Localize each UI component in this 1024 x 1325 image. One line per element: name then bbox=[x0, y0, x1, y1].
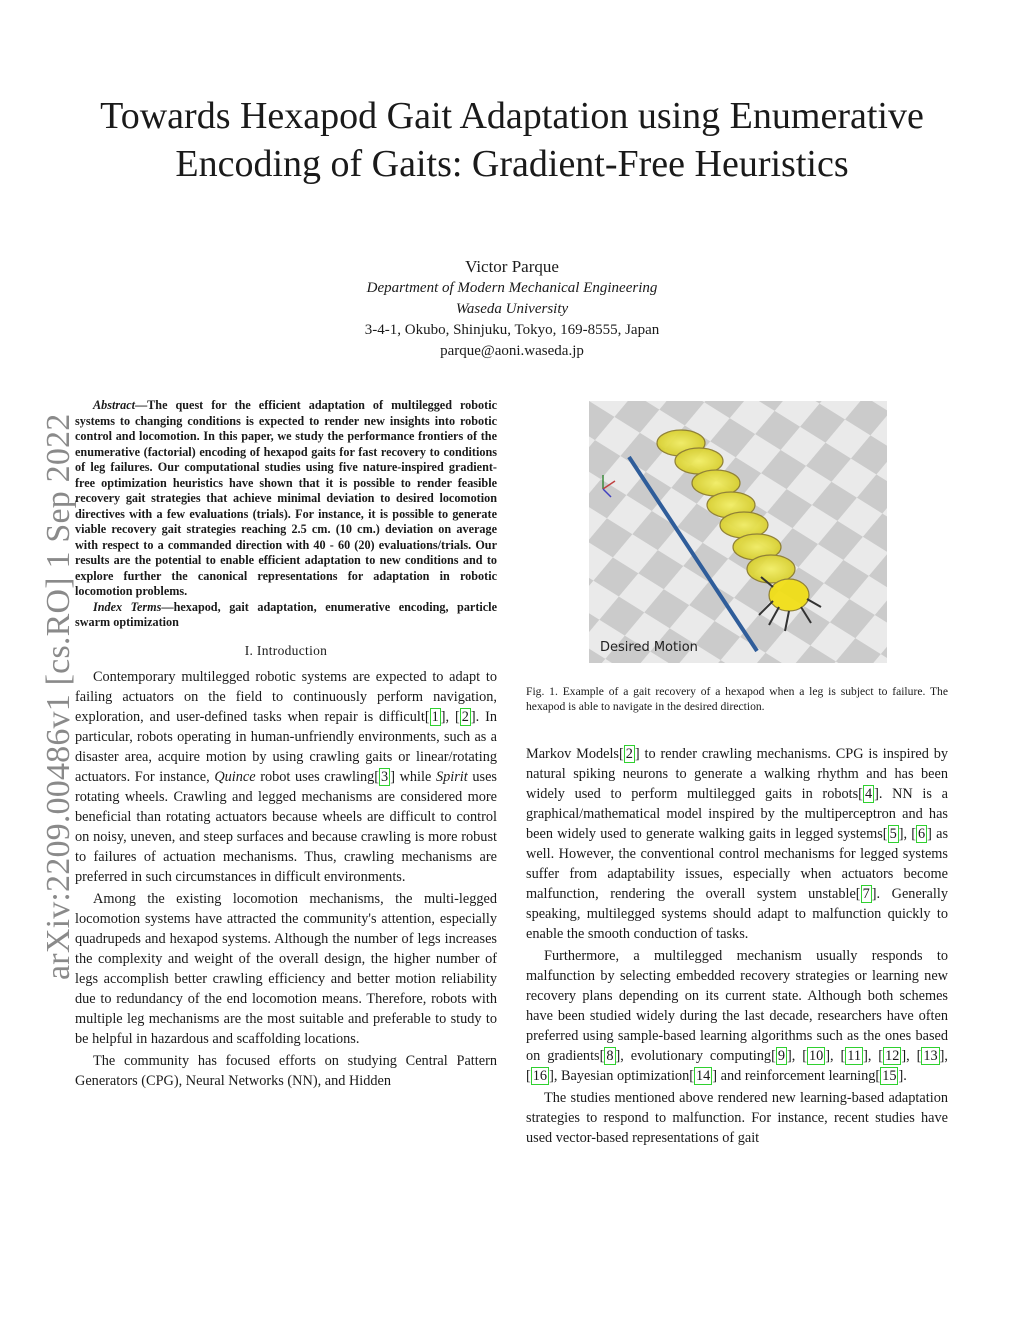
citation[interactable]: 15 bbox=[882, 1068, 897, 1084]
figure-1-caption: Fig. 1. Example of a gait recovery of a hexapod when a leg is subject to failure. The hexapod is able to navigate in the desired direction. bbox=[526, 685, 948, 713]
author-block bbox=[262, 256, 762, 362]
abstract-lead: Abstract bbox=[93, 398, 135, 412]
citation[interactable]: 2 bbox=[461, 708, 469, 725]
index-terms-text: —hexapod, gait adaptation, enumerative encoding, particle swarm optimization bbox=[75, 599, 497, 629]
desired-motion-label: Desired Motion bbox=[600, 640, 698, 655]
citation[interactable]: 11 bbox=[847, 1048, 862, 1064]
arxiv-identifier: arXiv:2209.00486v1 [cs.RO] 1 Sep 2022 bbox=[40, 413, 77, 980]
paper-title: Towards Hexapod Gait Adaptation using Enumerative Encoding of Gaits: Gradient-Free Heuristics bbox=[100, 95, 924, 185]
section-heading: I. Introduction bbox=[244, 642, 328, 658]
abstract-text: —The quest for the efficient adaptation of multilegged robotic systems to changing conditions is expected to render new insights into robotic control and locomotion. In this paper, we study the performance frontiers of the enumerative (factorial) encoding of hexapod gaits for fast recovery to conditions of leg failures. Our computational studies using five nature-inspired gradient-free optimization heuristics have shown that it is possible to render feasible recovery gait strategies that achieve minimal deviation to desired locomotion directives with a few evaluations (trials). For instance, it is possible to generate viable recovery gait strategies reaching 2.5 cm. (10 cm.) deviation on average with respect to a commanded direction with 40 - 60 (20) evaluations/trials. Our results are the potential to enable efficient adaptation to new conditions and to explore further the canonical representations for adaptation in robotic locomotion problems. bbox=[75, 398, 497, 598]
author-name: Victor Parque bbox=[465, 257, 559, 276]
index-terms bbox=[75, 600, 497, 631]
citation[interactable]: 5 bbox=[889, 826, 897, 842]
intro-paragraph-2: Among the existing locomotion mechanisms, the multi-legged locomotion systems have attracted the community's attention, especially quadrupeds and hexapod systems. Although the number of legs increases the complexity and weight of the overall design, the higher number of legs accomplish better crawling efficiency and better motion reliability due to redundancy of the end locomotion means. Therefore, robots with multiple leg mechanisms are the most suitable and preferable to study to be helpful in hazardous and scaffolding locations. bbox=[75, 890, 497, 1047]
citation[interactable]: 10 bbox=[809, 1048, 824, 1064]
citation[interactable]: 14 bbox=[695, 1068, 711, 1084]
right-column bbox=[526, 744, 948, 1148]
citation[interactable]: 16 bbox=[532, 1068, 548, 1084]
author-address: 3-4-1, Okubo, Shinjuku, Tokyo, 169-8555, Japan bbox=[364, 322, 660, 338]
citation[interactable]: 12 bbox=[885, 1048, 900, 1064]
citation[interactable]: 4 bbox=[864, 786, 873, 802]
index-terms-lead: Index Terms bbox=[93, 599, 162, 614]
citation[interactable]: 6 bbox=[918, 826, 926, 842]
intro-paragraph-3: The community has focused efforts on studying Central Pattern Generators (CPG), Neural Networks (NN), and Hidden bbox=[75, 1052, 497, 1089]
right-paragraph-3: The studies mentioned above rendered new learning-based adaptation strategies to respond to malfunction. For instance, recent studies have used vector-based representations of gait bbox=[526, 1090, 948, 1146]
abstract bbox=[75, 398, 497, 600]
citation[interactable]: 8 bbox=[606, 1048, 614, 1064]
intro-paragraph-1: Contemporary multilegged robotic systems are expected to adapt to failing actuators on the field to continuously perform navigation, exploration, and user-defined tasks when repair is difficult[ 1 ], [ 2 ]. In particular, robots operating in human-unfriendly environments, such as a disaster area, acquire motion by using crawling gaits or linear/rotating actuators. For instance, Quince robot uses crawling[ 3 ] while Spirit uses rotating wheels. Crawling and legged mechanisms are considered more beneficial than rotating actuators because wheels are difficult to control on noisy, uneven, and steep surfaces and because crawling is more robust to failures of actuation mechanisms. Thus, crawling mechanisms are preferred in such circumstances in difficult environments. bbox=[75, 668, 497, 885]
citation[interactable]: [ 1 ] bbox=[424, 708, 446, 725]
left-column bbox=[75, 398, 497, 1091]
figure-1-image bbox=[589, 401, 887, 663]
citation[interactable]: 7 bbox=[862, 886, 870, 902]
author-email: parque@aoni.waseda.jp bbox=[440, 343, 584, 359]
citation[interactable]: 3 bbox=[381, 768, 389, 785]
right-paragraph-1: Markov Models[ 2 ] to render crawling mechanisms. CPG is inspired by natural spiking neurons to generate a walking rhythm and has been widely used to perform multilegged gaits in robots[ 4 ]. NN is a graphical/mathematical model inspired by the multiperceptron and has been widely used to generate walking gaits in legged systems[ 5 ], [ 6 ] as well. However, the conventional control mechanisms for legged systems suffer from adaptability issues, especially when actuators become malfunction, rendering the overall system unstable[ 7 ]. Generally speaking, multilegged systems should adapt to malfunction quickly to enable the smooth conduction of tasks. bbox=[526, 746, 949, 942]
citation[interactable]: 13 bbox=[923, 1048, 938, 1064]
author-department: Department of Modern Mechanical Engineering bbox=[366, 280, 658, 296]
author-university: Waseda University bbox=[455, 301, 569, 317]
citation[interactable]: 9 bbox=[777, 1048, 785, 1064]
citation[interactable]: 2 bbox=[625, 746, 633, 762]
right-paragraph-2: Furthermore, a multilegged mechanism usually responds to malfunction by selecting embedded recovery strategies or learning new recovery plans depending on its current state. Although both schemes have been studied widely during the last decade, researchers have often preferred using sample-based learning algorithms such as the ones based on gradients[ 8 ], evolutionary computing[ 9 ], [ 10 ], [ 11 ], [ 12 ], [ 13 ], [ 16 ], Bayesian optimization[ 14 ] and reinforcement learning[ 15 ]. bbox=[526, 948, 949, 1084]
